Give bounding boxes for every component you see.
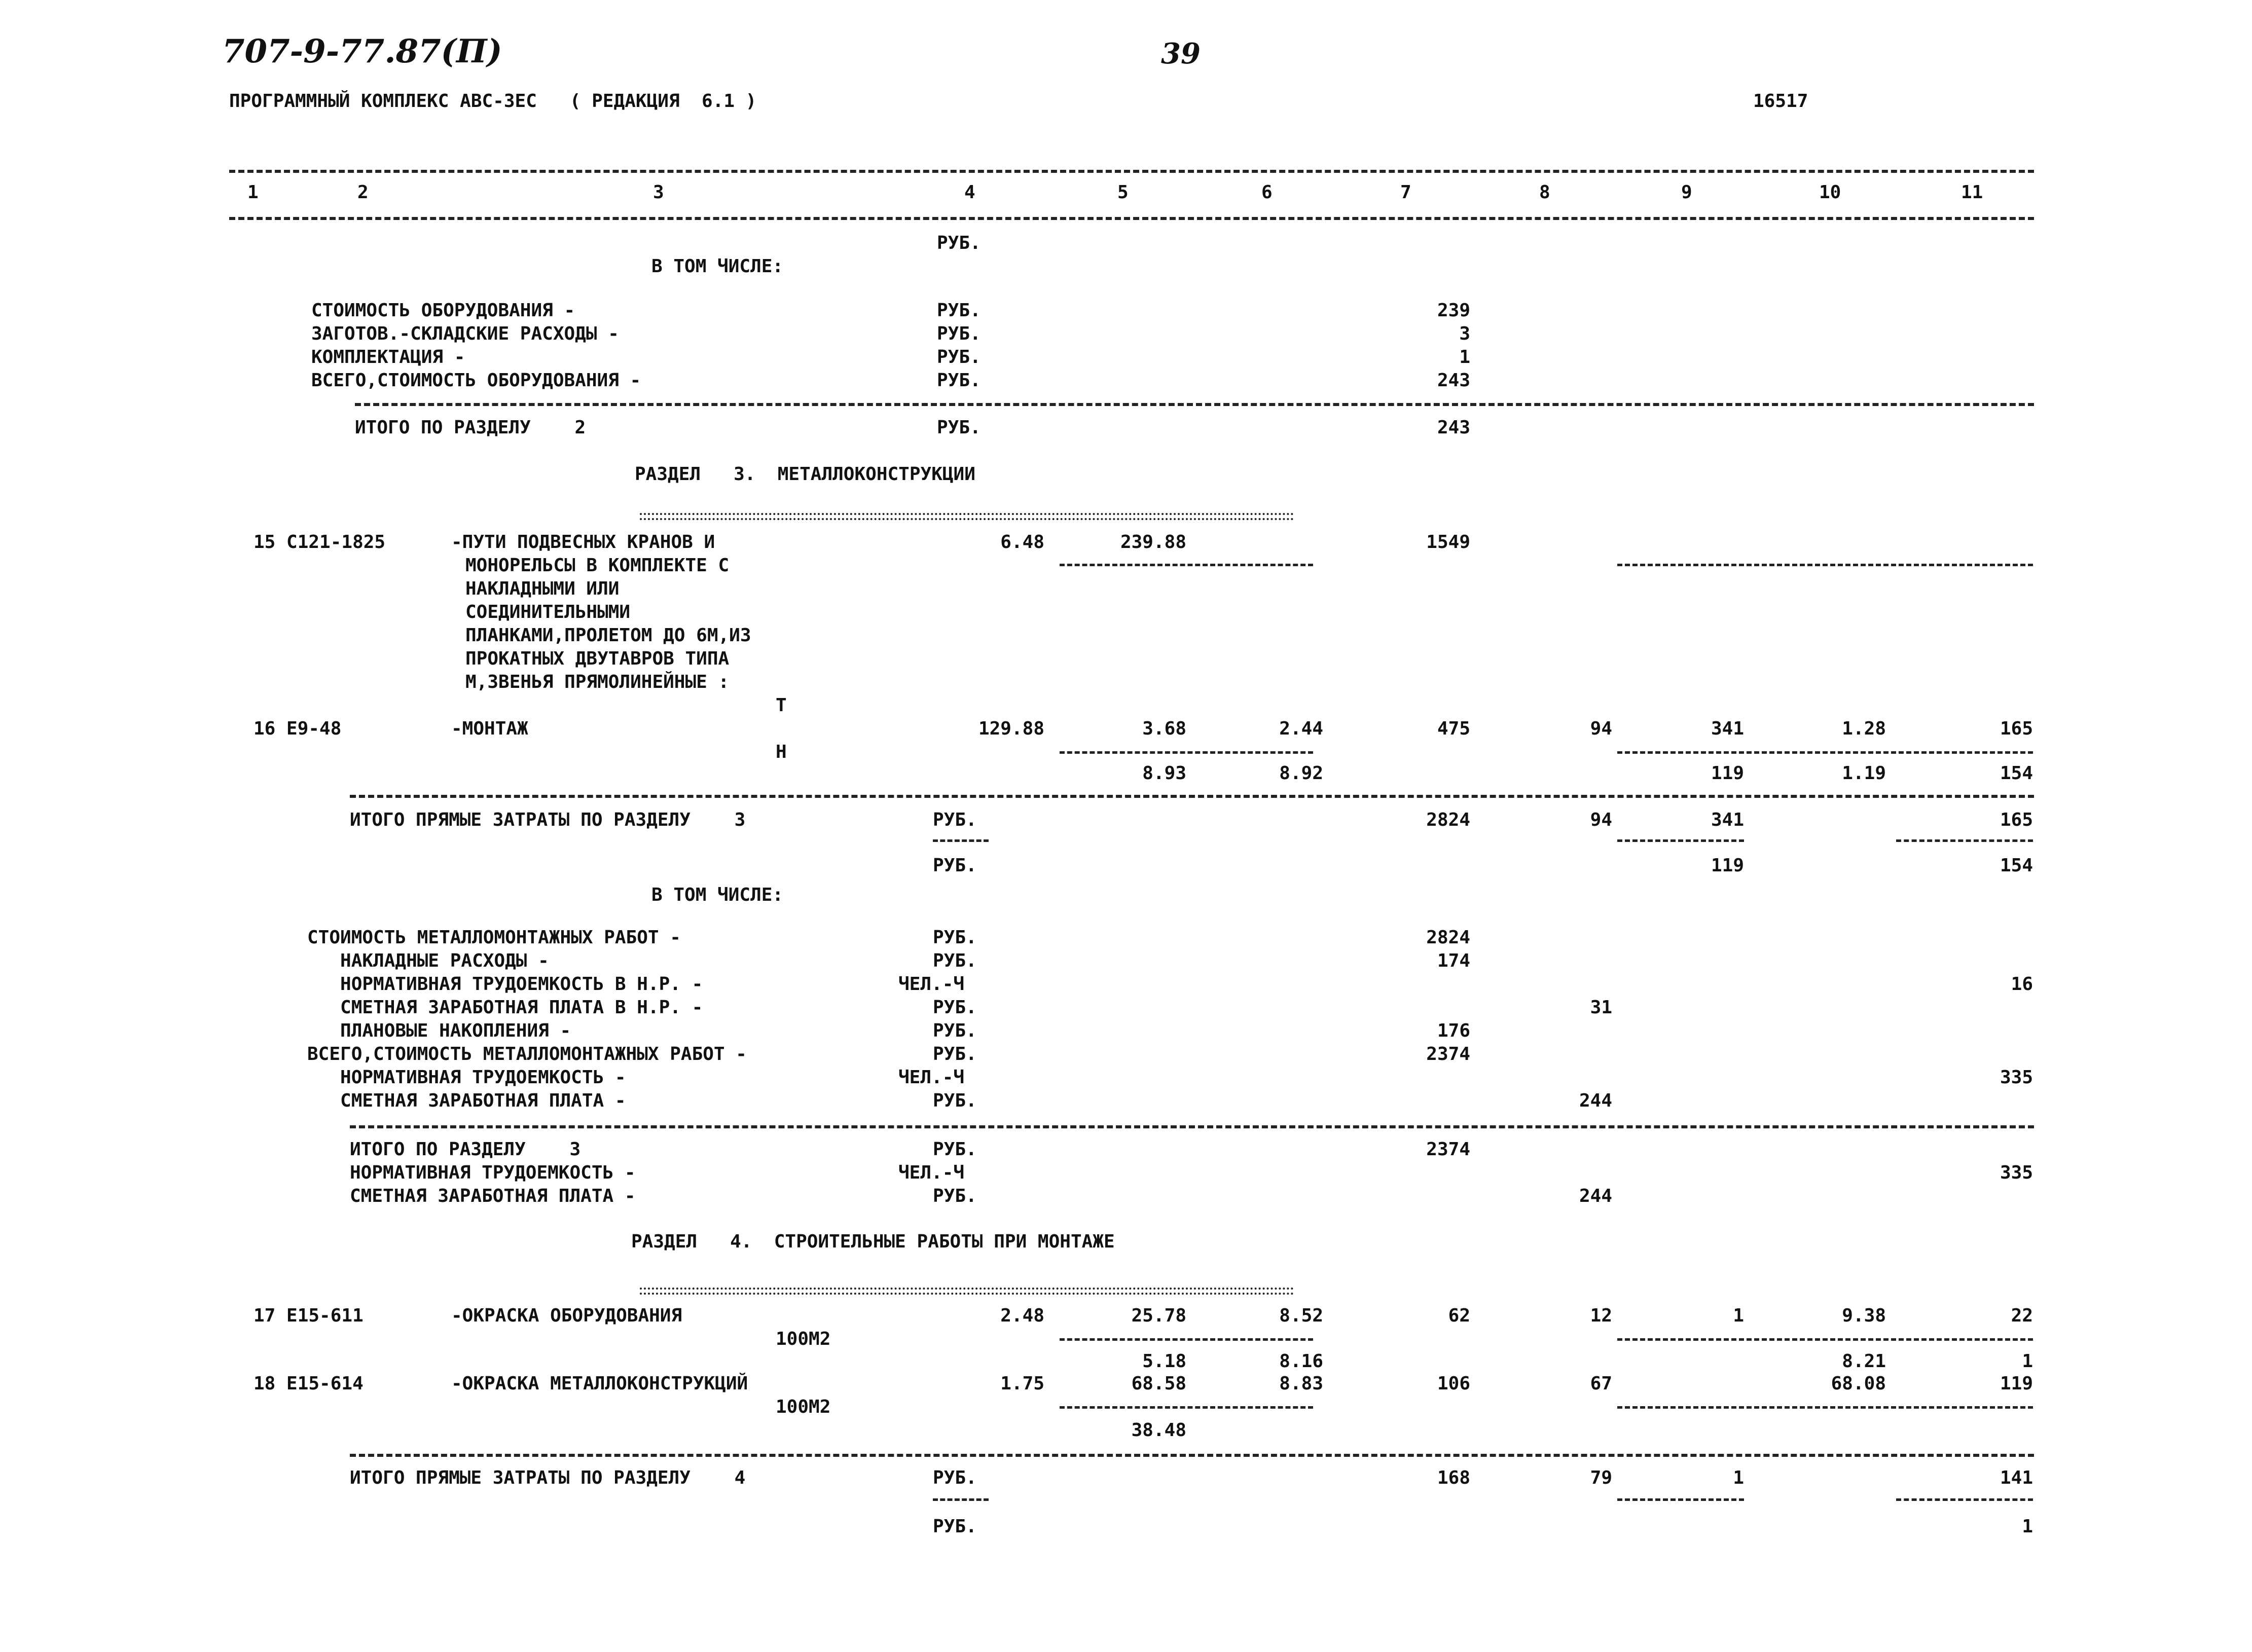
itogo-label: НОРМАТИВНАЯ ТРУДОЕМКОСТЬ - <box>350 1162 636 1183</box>
c6b: 8.16 <box>1279 1351 1323 1372</box>
c11: 22 <box>2011 1305 2033 1326</box>
row-desc: НАКЛАДНЫМИ ИЛИ <box>465 578 620 599</box>
unit: ЧЕЛ.-Ч <box>898 974 965 995</box>
subheading: В ТОМ ЧИСЛЕ: <box>651 885 784 905</box>
row-desc: М,ЗВЕНЬЯ ПРЯМОЛИНЕЙНЫЕ : <box>465 672 730 692</box>
c11: 16 <box>2011 974 2033 995</box>
c7: 62 <box>1448 1305 1470 1326</box>
c4: 1.75 <box>1000 1373 1044 1394</box>
c7: 1 <box>1459 347 1470 368</box>
unit: РУБ. <box>933 927 977 948</box>
line-label: ПЛАНОВЫЕ НАКОПЛЕНИЯ - <box>307 1020 571 1041</box>
col-7: 7 <box>1400 182 1411 203</box>
line-label: СМЕТНАЯ ЗАРАБОТНАЯ ПЛАТА - <box>307 1090 626 1111</box>
col-1: 1 <box>247 182 259 203</box>
row-unit: 100М2 <box>776 1397 831 1417</box>
col-3: 3 <box>653 182 664 203</box>
rule <box>1617 1406 2033 1409</box>
c7: 2824 <box>1426 927 1470 948</box>
section-title: РАЗДЕЛ 4. СТРОИТЕЛЬНЫЕ РАБОТЫ ПРИ МОНТАЖЕ <box>631 1231 1115 1252</box>
c4: 6.48 <box>1000 532 1044 553</box>
c5: 25.78 <box>1131 1305 1186 1326</box>
c7: 1549 <box>1426 532 1470 553</box>
row-code: 17 Е15-611 <box>253 1305 364 1326</box>
unit: РУБ. <box>933 950 977 971</box>
c7: 239 <box>1437 300 1470 321</box>
c8: 94 <box>1590 810 1612 830</box>
row-desc: МОНОРЕЛЬСЫ В КОМПЛЕКТЕ С <box>465 555 730 576</box>
line-label: СТОИМОСТЬ МЕТАЛЛОМОНТАЖНЫХ РАБОТ - <box>307 927 681 948</box>
unit: РУБ. <box>937 417 981 438</box>
unit: РУБ. <box>933 855 977 876</box>
c7: 106 <box>1437 1373 1470 1394</box>
row-desc: -МОНТАЖ <box>451 718 528 739</box>
c7: 168 <box>1437 1467 1470 1488</box>
row-code: 18 Е15-614 <box>253 1373 364 1394</box>
rule <box>350 1454 2034 1457</box>
col-10: 10 <box>1819 182 1841 203</box>
c9: 1 <box>1733 1305 1744 1326</box>
unit: РУБ. <box>933 1139 977 1160</box>
col-5: 5 <box>1117 182 1129 203</box>
unit: РУБ. <box>937 233 981 253</box>
c5: 3.68 <box>1142 718 1186 739</box>
c11: 141 <box>2000 1467 2033 1488</box>
c4: 129.88 <box>978 718 1044 739</box>
row-unit: Т <box>776 695 787 716</box>
line-label: НОРМАТИВНАЯ ТРУДОЕМКОСТЬ - <box>307 1067 626 1088</box>
col-8: 8 <box>1539 182 1550 203</box>
c5b: 5.18 <box>1142 1351 1186 1372</box>
rule <box>229 217 2034 220</box>
doc-number: 16517 <box>1753 91 1808 112</box>
c10: 68.08 <box>1831 1373 1886 1394</box>
c9b: 119 <box>1711 855 1744 876</box>
row-desc: -ОКРАСКА МЕТАЛЛОКОНСТРУКЦИЙ <box>451 1373 748 1394</box>
rule <box>640 513 1294 520</box>
c7: 2374 <box>1426 1139 1470 1160</box>
col-4: 4 <box>964 182 975 203</box>
c7: 174 <box>1437 950 1470 971</box>
line-label: КОМПЛЕКТАЦИЯ - <box>311 347 465 368</box>
rule <box>640 1288 1294 1295</box>
unit: РУБ. <box>937 300 981 321</box>
c9: 1 <box>1733 1467 1744 1488</box>
c7: 243 <box>1437 417 1470 438</box>
rule <box>1617 839 1744 842</box>
unit: РУБ. <box>933 1020 977 1041</box>
c7: 2374 <box>1426 1044 1470 1064</box>
c8: 67 <box>1590 1373 1612 1394</box>
c11: 165 <box>2000 718 2033 739</box>
unit: РУБ. <box>937 347 981 368</box>
col-9: 9 <box>1681 182 1692 203</box>
rule <box>1617 751 2033 754</box>
rule <box>933 1498 989 1501</box>
row-code: 16 Е9-48 <box>253 718 342 739</box>
row-desc: СОЕДИНИТЕЛЬНЫМИ <box>465 602 631 622</box>
c9: 341 <box>1711 810 1744 830</box>
c11: 119 <box>2000 1373 2033 1394</box>
c5b: 38.48 <box>1131 1420 1186 1441</box>
unit: РУБ. <box>933 1186 977 1206</box>
rule <box>1896 1498 2033 1501</box>
rule <box>350 1125 2034 1128</box>
c10b: 1.19 <box>1842 763 1886 784</box>
c5: 68.58 <box>1131 1373 1186 1394</box>
unit: РУБ. <box>937 370 981 391</box>
c11: 165 <box>2000 810 2033 830</box>
line-label: СМЕТНАЯ ЗАРАБОТНАЯ ПЛАТА В Н.Р. - <box>307 997 703 1018</box>
row-code: 15 С121-1825 <box>253 532 386 553</box>
unit: ЧЕЛ.-Ч <box>898 1067 965 1088</box>
rule <box>1060 1406 1313 1409</box>
page-number: 39 <box>1161 37 1201 70</box>
rule <box>1060 751 1313 754</box>
c7: 2824 <box>1426 810 1470 830</box>
itogo-pryamye-label: ИТОГО ПРЯМЫЕ ЗАТРАТЫ ПО РАЗДЕЛУ 3 <box>350 810 746 830</box>
row-unit: 100М2 <box>776 1329 831 1349</box>
row-desc: ПЛАНКАМИ,ПРОЛЕТОМ ДО 6М,ИЗ <box>465 625 751 646</box>
unit: РУБ. <box>933 810 977 830</box>
line-label: ВСЕГО,СТОИМОСТЬ МЕТАЛЛОМОНТАЖНЫХ РАБОТ - <box>307 1044 747 1064</box>
row-desc: ПРОКАТНЫХ ДВУТАВРОВ ТИПА <box>465 648 730 669</box>
unit: РУБ. <box>933 1467 977 1488</box>
c5: 239.88 <box>1120 532 1186 553</box>
col-2: 2 <box>357 182 369 203</box>
itogo-label: ИТОГО ПО РАЗДЕЛУ 3 <box>350 1139 581 1160</box>
itogo-label: СМЕТНАЯ ЗАРАБОТНАЯ ПЛАТА - <box>350 1186 636 1206</box>
rule <box>933 839 989 842</box>
line-label: ЗАГОТОВ.-СКЛАДСКИЕ РАСХОДЫ - <box>311 323 619 344</box>
unit: ЧЕЛ.-Ч <box>898 1162 965 1183</box>
c5b: 8.93 <box>1142 763 1186 784</box>
line-label: НАКЛАДНЫЕ РАСХОДЫ - <box>307 950 549 971</box>
c11: 335 <box>2000 1067 2033 1088</box>
line-label: ВСЕГО,СТОИМОСТЬ ОБОРУДОВАНИЯ - <box>311 370 641 391</box>
rule <box>1060 564 1313 566</box>
c11b: 154 <box>2000 855 2033 876</box>
rule <box>355 403 2034 406</box>
c11b: 154 <box>2000 763 2033 784</box>
c8: 31 <box>1590 997 1612 1018</box>
line-label: НОРМАТИВНАЯ ТРУДОЕМКОСТЬ В Н.Р. - <box>307 974 703 995</box>
rule <box>1896 839 2033 842</box>
c10: 9.38 <box>1842 1305 1886 1326</box>
c8: 94 <box>1590 718 1612 739</box>
subheading: В ТОМ ЧИСЛЕ: <box>651 256 784 277</box>
rule <box>1617 1498 1744 1501</box>
section-title: РАЗДЕЛ 3. МЕТАЛЛОКОНСТРУКЦИИ <box>635 464 975 485</box>
c10b: 8.21 <box>1842 1351 1886 1372</box>
c7: 475 <box>1437 718 1470 739</box>
c8: 244 <box>1579 1090 1612 1111</box>
rule <box>1617 564 2033 566</box>
c9b: 119 <box>1711 763 1744 784</box>
c8: 12 <box>1590 1305 1612 1326</box>
c4: 2.48 <box>1000 1305 1044 1326</box>
rule <box>1617 1338 2033 1341</box>
itogo-pryamye-label: ИТОГО ПРЯМЫЕ ЗАТРАТЫ ПО РАЗДЕЛУ 4 <box>350 1467 746 1488</box>
c7: 243 <box>1437 370 1470 391</box>
col-11: 11 <box>1961 182 1983 203</box>
itogo-label: ИТОГО ПО РАЗДЕЛУ 2 <box>355 417 586 438</box>
unit: РУБ. <box>933 1044 977 1064</box>
c11: 335 <box>2000 1162 2033 1183</box>
rule <box>1060 1338 1313 1341</box>
c6b: 8.92 <box>1279 763 1323 784</box>
c6: 8.83 <box>1279 1373 1323 1394</box>
c8: 244 <box>1579 1186 1612 1206</box>
unit: РУБ. <box>937 323 981 344</box>
rule <box>350 795 2034 798</box>
line-label: СТОИМОСТЬ ОБОРУДОВАНИЯ - <box>311 300 575 321</box>
unit: РУБ. <box>933 997 977 1018</box>
handwritten-code: 707-9-77.87(П) <box>222 32 502 70</box>
row-desc: -ПУТИ ПОДВЕСНЫХ КРАНОВ И <box>451 532 715 553</box>
c11b: 1 <box>2022 1516 2033 1537</box>
row-desc: -ОКРАСКА ОБОРУДОВАНИЯ <box>451 1305 682 1326</box>
c8: 79 <box>1590 1467 1612 1488</box>
unit: РУБ. <box>933 1516 977 1537</box>
c9: 341 <box>1711 718 1744 739</box>
c7: 176 <box>1437 1020 1470 1041</box>
row-unit: Н <box>776 742 787 762</box>
c6: 2.44 <box>1279 718 1323 739</box>
rule <box>229 170 2034 173</box>
unit: РУБ. <box>933 1090 977 1111</box>
c11b: 1 <box>2022 1351 2033 1372</box>
c7: 3 <box>1459 323 1470 344</box>
program-title: ПРОГРАММНЫЙ КОМПЛЕКС АВС-3ЕС ( РЕДАКЦИЯ 6.1 ) <box>229 91 757 112</box>
col-6: 6 <box>1261 182 1273 203</box>
c6: 8.52 <box>1279 1305 1323 1326</box>
c10: 1.28 <box>1842 718 1886 739</box>
